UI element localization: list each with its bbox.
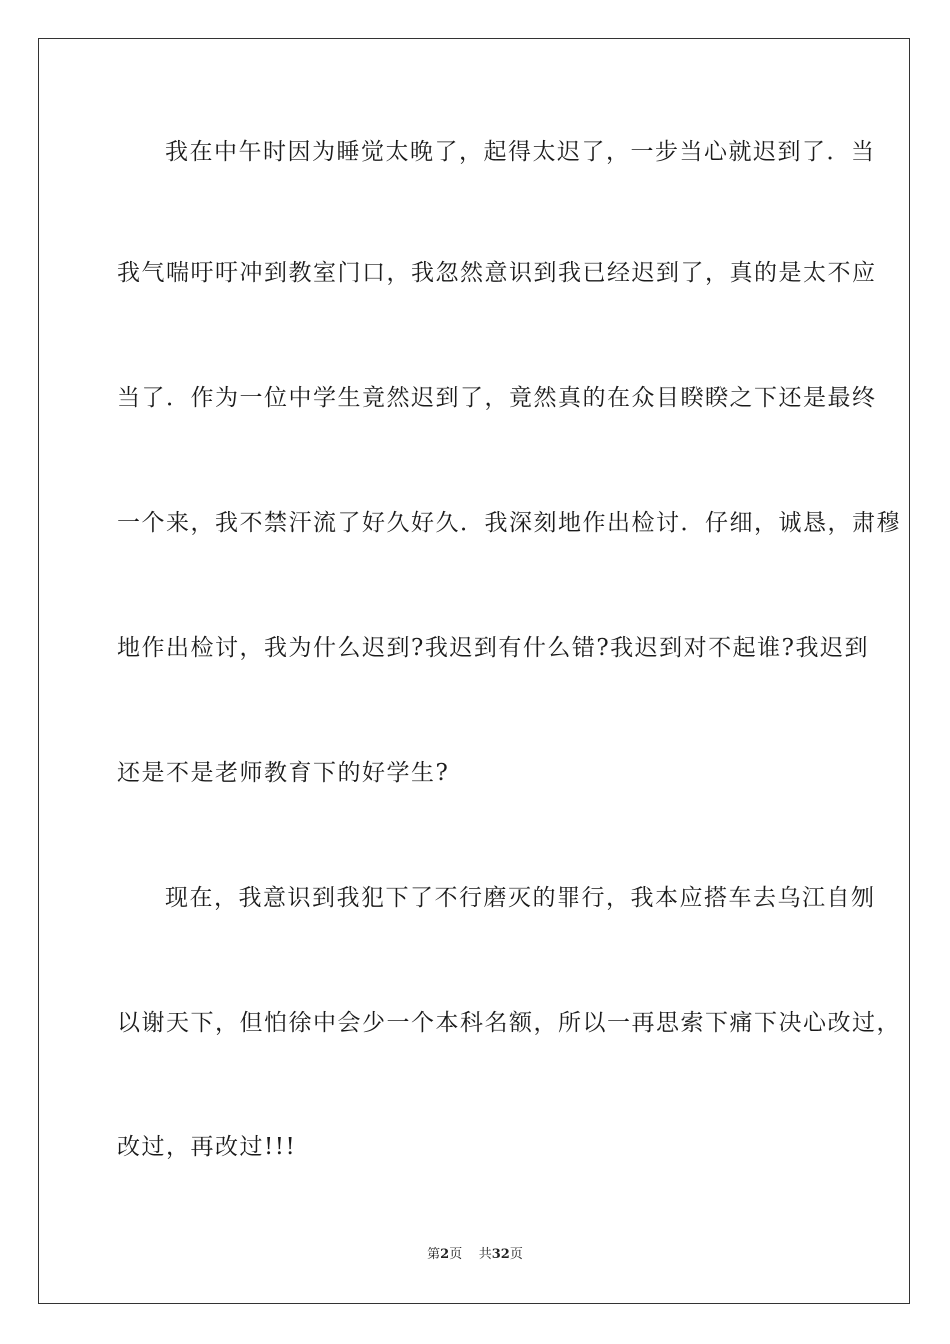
page-footer [0, 1246, 950, 1264]
paragraph-1-line-3: 当了．作为一位中学生竟然迟到了，竟然真的在众目睽睽之下还是最终 [117, 385, 877, 411]
paragraph-2-line-2: 以谢天下，但怕徐中会少一个本科名额，所以一再思索下痛下决心改过， [117, 1010, 901, 1036]
total-prefix: 共 [478, 1247, 492, 1262]
page-suffix: 页 [449, 1247, 463, 1262]
page-border [38, 38, 910, 1304]
paragraph-1-line-5: 地作出检讨，我为什么迟到?我迟到有什么错?我迟到对不起谁?我迟到 [117, 635, 869, 661]
paragraph-1-line-4: 一个来，我不禁汗流了好久好久．我深刻地作出检讨．仔细，诚恳，肃穆 [117, 510, 901, 536]
paragraph-1-line-2: 我气喘吁吁冲到教室门口，我忽然意识到我已经迟到了，真的是太不应 [117, 260, 877, 286]
paragraph-2-line-3: 改过，再改过!!! [117, 1134, 297, 1160]
paragraph-1-line-1: 我在中午时因为睡觉太晚了，起得太迟了，一步当心就迟到了．当 [165, 139, 876, 165]
page-number: 2 [440, 1247, 450, 1262]
paragraph-2-line-1: 现在，我意识到我犯下了不行磨灭的罪行，我本应搭车去乌江自刎 [165, 885, 876, 911]
total-pages: 32 [491, 1247, 510, 1262]
total-suffix: 页 [509, 1247, 523, 1262]
page-prefix: 第 [427, 1247, 441, 1262]
paragraph-1-line-6: 还是不是老师教育下的好学生? [117, 760, 450, 786]
